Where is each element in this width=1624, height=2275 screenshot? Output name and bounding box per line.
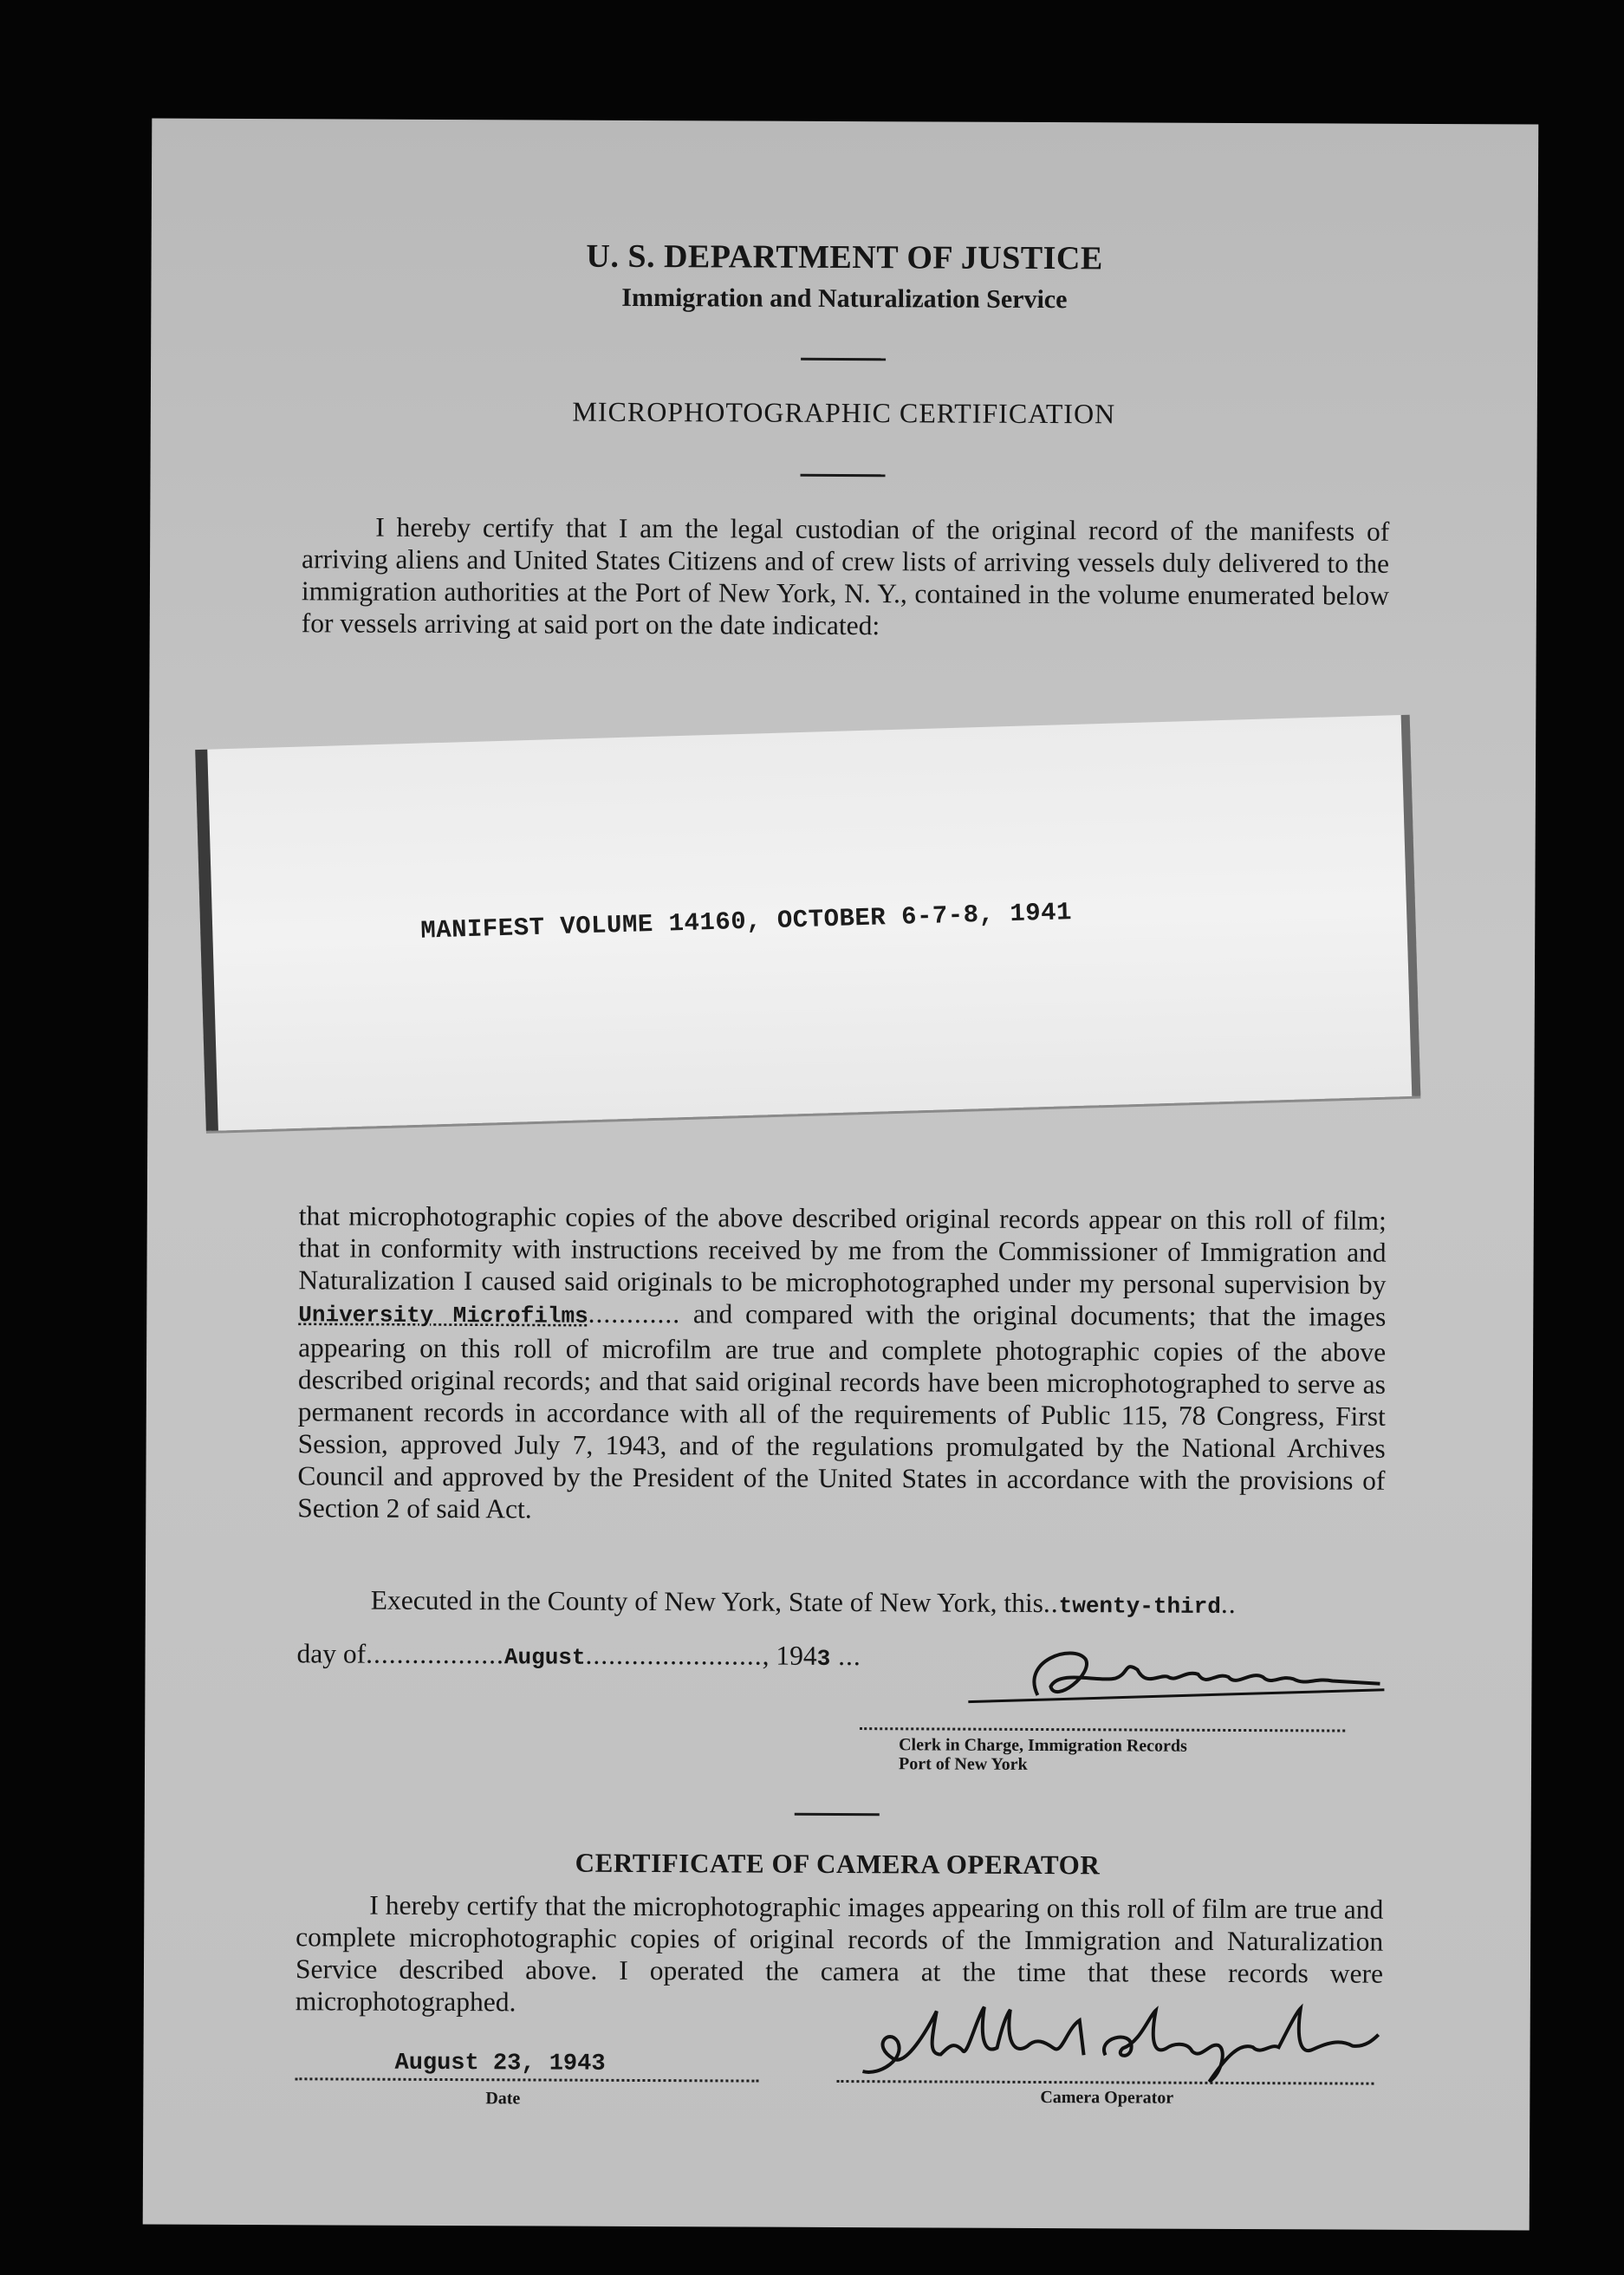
body-text-part1: that microphotographic copies of the above described original records appear on this roll of film; that in conformity with instructions received by me from the Commissioner of Immigration and Naturalization I caused said originals to be microphotographed under my personal supervision by bbox=[298, 1200, 1387, 1300]
operator-text: I hereby certify that the microphotographic images appearing on this roll of film are true and complete microphotographic copies of original records of the Immigration and Naturalization Service described above. I operated the camera at the time that these records were microphotographed. bbox=[295, 1889, 1384, 2018]
divider bbox=[801, 358, 886, 361]
date-line-rule bbox=[295, 2077, 758, 2082]
form-title: MICROPHOTOGRAPHIC CERTIFICATION bbox=[572, 395, 1116, 430]
executed-line: Executed in the County of New York, State of New York, this..twenty-third.. bbox=[370, 1584, 1237, 1620]
camera-operator-label: Camera Operator bbox=[1040, 2088, 1174, 2108]
operator-date-value: August 23, 1943 bbox=[394, 2050, 606, 2077]
divider bbox=[795, 1813, 880, 1816]
certificate-sheet bbox=[143, 119, 1539, 2231]
body-text-part2: and compared with the original documents; that the images appearing on this roll of microfilm are true and complete photographic copies of the above described original records; and that said original records have been microphotographed to serve as permanent records in accordance with all of the requirements of Public 115, 78 Congress, First Session, approved July 7, 1943, and of the regulations promulgated by the National Archives Council and approved by the President of the United States in accordance with the provisions of Section 2 of said Act. bbox=[297, 1298, 1387, 1524]
execution-day: twenty-third bbox=[1058, 1593, 1221, 1620]
date-label: Date bbox=[485, 2089, 521, 2109]
volume-slip-text: MANIFEST VOLUME 14160, OCTOBER 6-7-8, 1941 bbox=[419, 898, 1073, 946]
executed-prefix: Executed in the County of New York, State of New York, this bbox=[370, 1584, 1043, 1619]
operator-signature bbox=[152, 119, 1538, 125]
intro-paragraph bbox=[302, 510, 1390, 643]
day-of-label: day of bbox=[296, 1638, 367, 1669]
clerk-title-line1: Clerk in Charge, Immigration Records bbox=[899, 1735, 1187, 1756]
execution-month: August bbox=[503, 1644, 586, 1671]
divider bbox=[801, 474, 886, 477]
service-subheading: Immigration and Naturalization Service bbox=[621, 283, 1068, 315]
year-prefix: , 194 bbox=[762, 1640, 817, 1671]
date-line: day of..................August......................., 1943 ... bbox=[296, 1638, 861, 1672]
clerk-title-line2: Port of New York bbox=[898, 1754, 1028, 1774]
year-digit: 3 bbox=[816, 1645, 831, 1672]
volume-slip bbox=[195, 715, 1420, 1131]
photographer-name: University Microfilms bbox=[298, 1302, 588, 1329]
department-heading: U. S. DEPARTMENT OF JUSTICE bbox=[586, 237, 1103, 277]
clerk-signature bbox=[152, 119, 1538, 125]
body-paragraph: that microphotographic copies of the above described original records appear on this roll of film; that in conformity with instructions received by me from the Commissioner of Immigration and Naturalization I caused said originals to be microphotographed under my personal supervision by University Microfilms............ and compared with the original documents; that the images appearing on this roll of microfilm are true and complete photographic copies of the above described original records; and that said original records have been microphotographed to serve as permanent records in accordance with all of the requirements of Public 115, 78 Congress, First Session, approved July 7, 1943, and of the regulations promulgated by the National Archives Council and approved by the President of the United States in accordance with the provisions of Section 2 of said Act. bbox=[297, 1200, 1387, 1524]
intro-text: I hereby certify that I am the legal custodian of the original record of the manifests of arriving aliens and United States Citizens and of crew lists of arriving vessels duly delivered to the immigration authorities at the Port of New York, N. Y., contained in the volume enumerated below for vessels arriving at said port on the date indicated: bbox=[301, 511, 1390, 641]
operator-certificate-title: CERTIFICATE OF CAMERA OPERATOR bbox=[575, 1847, 1101, 1881]
